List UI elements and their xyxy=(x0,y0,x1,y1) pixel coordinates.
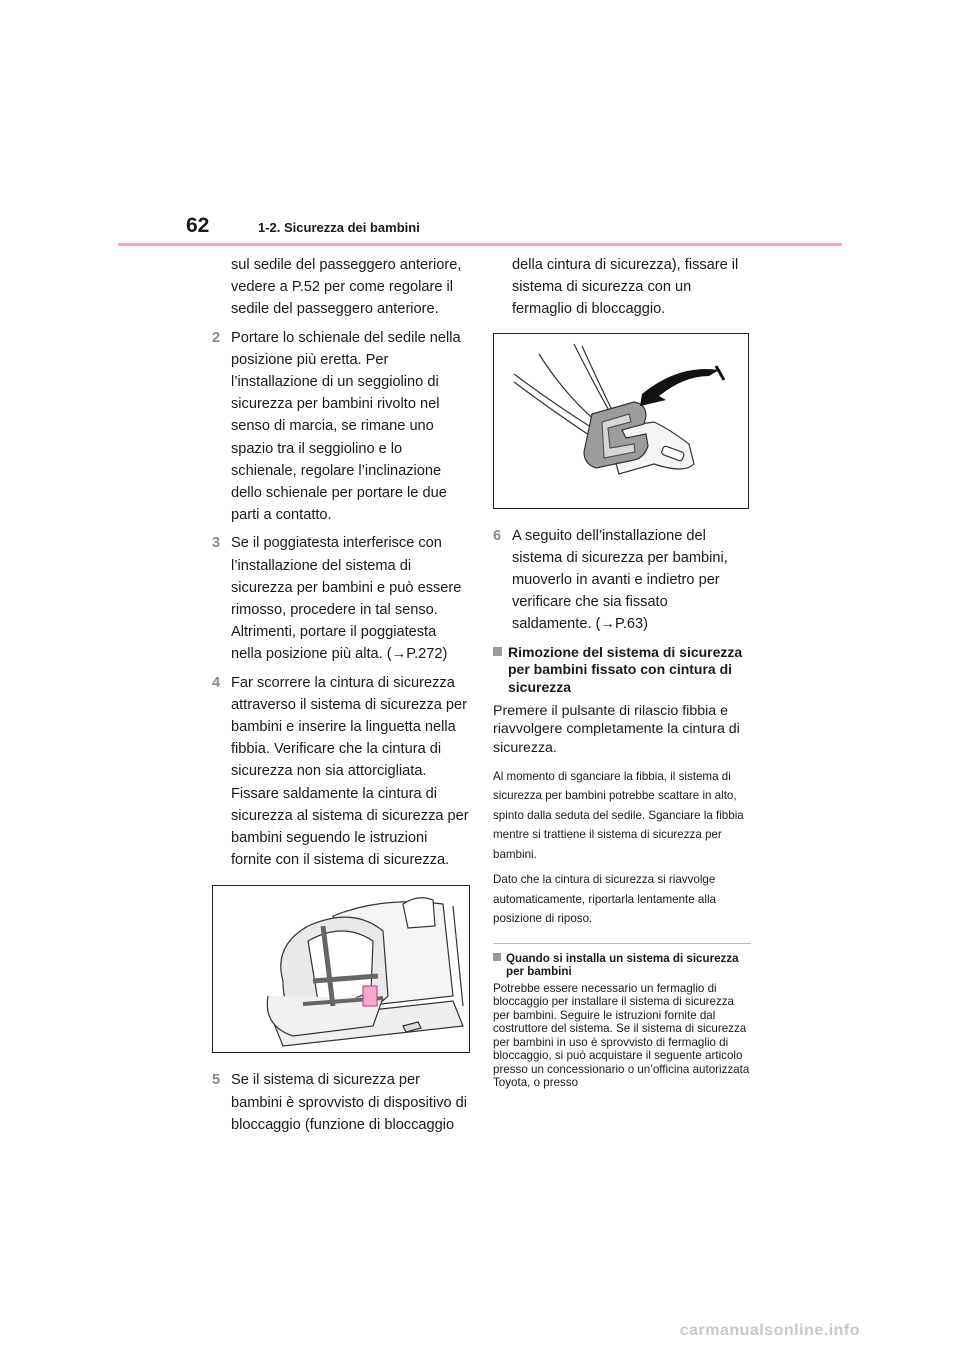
square-bullet-icon xyxy=(493,953,501,961)
info-heading-text: Quando si installa un sistema di sicurezza per bambini xyxy=(506,951,739,979)
note-1: Al momento di sganciare la fibbia, il sistema di sicurezza per bambini potrebbe scattare in alto, spinto dalla seduta del sedile. Sganciare la fibbia mentre si trattiene il sistema di sicurezza per bambini. xyxy=(493,769,744,861)
step-text: Far scorrere la cintura di sicurezza attraverso il sistema di sicurezza per bambini e inserire la linguetta nella fibbia. Verificare che la cintura di sicurezza non sia attorcigliata. Fissare saldamente la cintura di sicurezza al sistema di sicurezza per bambini seguendo le istruzioni fornite con il sistema di sicurezza. xyxy=(231,674,469,869)
note-2: Dato che la cintura di sicurezza si riavvolge automaticamente, riportarla lentamente alla posizione di riposo. xyxy=(493,873,716,926)
step-5 xyxy=(212,1069,470,1136)
child-seat-drawing xyxy=(213,886,469,1052)
info-text: Potrebbe essere necessario un fermaglio di bloccaggio per installare il sistema di sicurezza per bambini. Seguire le istruzioni fornite dal costruttore del sistema. Se il sistema di sicurezza per bambini in uso è sprovvisto di fermaglio di bloccaggio, si può acquistare il seguente articolo presso un concessionario o un’officina autorizzata Toyota, o presso xyxy=(493,981,750,1090)
step-2 xyxy=(212,327,470,527)
square-bullet-icon xyxy=(493,647,502,656)
step-text: Se il poggiatesta interferisce con l’installazione del sistema di sicurezza per bambini e può essere rimosso, procedere in tal senso. Altrimenti, portare il poggiatesta nella posizione più alta. (→P.272) xyxy=(231,535,462,663)
removal-heading-text: Rimozione del sistema di sicurezza per bambini fissato con cintura di sicurezza xyxy=(508,643,743,695)
step-3 xyxy=(212,532,470,665)
step-number: 2 xyxy=(212,329,221,346)
page-number: 62 xyxy=(186,214,210,237)
step-number: 6 xyxy=(493,527,502,544)
left-column xyxy=(212,254,470,1142)
continuation-paragraph: della cintura di sicurezza), fissare il sistema di sicurezza con un fermaglio di bloccaggio. xyxy=(512,257,739,318)
header-rule xyxy=(118,243,842,246)
step-4 xyxy=(212,672,470,872)
step-number: 5 xyxy=(212,1072,221,1089)
removal-text: Premere il pulsante di rilascio fibbia e riavvolgere completamente la cintura di sicurezza. xyxy=(493,703,740,756)
info-heading xyxy=(493,952,751,979)
step-number: 3 xyxy=(212,535,221,552)
watermark: carmanualsonline.info xyxy=(679,1322,860,1339)
section-title: 1-2. Sicurezza dei bambini xyxy=(258,220,420,235)
locking-clip-illustration xyxy=(493,333,749,509)
step-6 xyxy=(493,525,751,636)
removal-heading xyxy=(493,644,751,697)
step-number: 4 xyxy=(212,674,221,691)
section-divider xyxy=(493,943,751,944)
step-text: Se il sistema di sicurezza per bambini è sprovvisto di dispositivo di bloccaggio (funzione di bloccaggio xyxy=(231,1072,468,1133)
child-seat-illustration xyxy=(212,885,470,1053)
step-text: A seguito dell’installazione del sistema di sicurezza per bambini, muoverlo in avanti e indietro per verificare che sia fissato saldamente. (→P.63) xyxy=(512,527,728,633)
intro-paragraph: sul sedile del passeggero anteriore, vedere a P.52 per come regolare il sedile del passeggero anteriore. xyxy=(231,257,462,318)
right-column xyxy=(493,254,751,1090)
step-text: Portare lo schienale del sedile nella posizione più eretta. Per l’installazione di un seggiolino di sicurezza per bambini rivolto nel senso di marcia, se rimane uno spazio tra il seggiolino e lo schienale, regolare l’inclinazione dello schienale per portare le due parti a contatto. xyxy=(231,329,461,524)
locking-clip-drawing xyxy=(494,334,748,508)
